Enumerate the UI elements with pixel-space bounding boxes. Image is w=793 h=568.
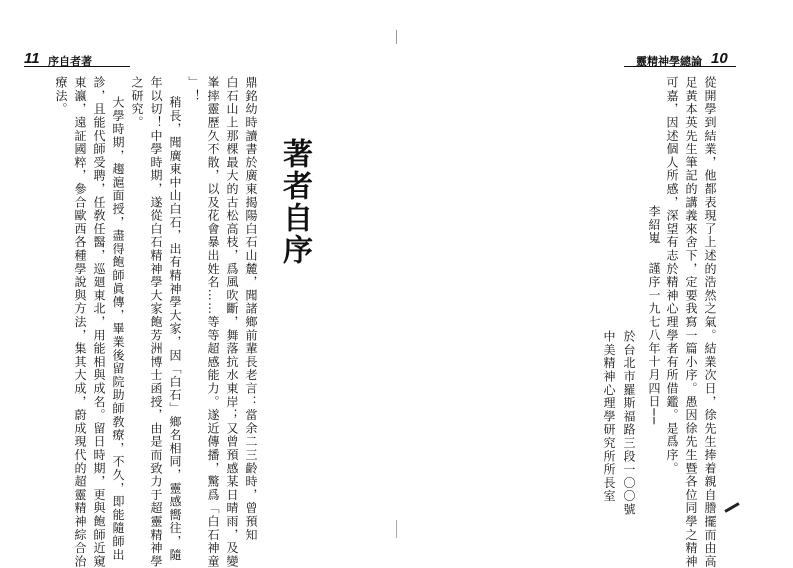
left-text-column-2: 白石山上那棵最大的古松高枝，爲風吹斷，舞落抗水東岸；又曾預感某日晴雨，及變	[225, 76, 239, 568]
left-text-column-7: 之研究。	[130, 76, 144, 130]
signature-location: 於台北市羅斯福路三段一〇〇號	[622, 330, 636, 517]
page-title: 著者自序	[277, 138, 312, 266]
signature-title: 中美精神心理學研究所所長室	[602, 330, 616, 503]
right-running-header: 靈精神學總論	[636, 55, 702, 68]
left-header-rule	[24, 66, 130, 67]
right-text-column-1: 從開學到結業，他都表現了上述的浩然之氣。結業次日，徐先生捧着親自謄擺而由高	[703, 76, 717, 568]
page-gutter	[396, 0, 398, 558]
left-page-number: 11	[24, 50, 40, 67]
left-text-column-9: 診，且能代師受聘，任敎任醫，巡廻東北，用能相與成名。留日時期，更與飽師近窺	[92, 76, 106, 568]
right-header-rule	[624, 66, 736, 67]
left-text-column-6: 年以切！中學時期，遂從白石精神學大家飽芳洲博士函授，由是而致力于超靈精神學	[149, 76, 163, 568]
signature-author: 李紹嵬	[647, 205, 661, 245]
left-text-column-10: 東瀛，遠証國粹，參合歐西各種學說與方法，集其大成，蔚成現代的超靈精神綜合治	[73, 76, 87, 568]
binding-edge-mark	[724, 502, 739, 513]
right-text-column-3: 可嘉，因述個人所感，深望有志於精神心理學者有所借鑑。是爲序。	[665, 76, 679, 475]
left-text-column-11: 療法。	[54, 76, 68, 116]
left-text-column-1: 鼎銘幼時讀書於廣東揭陽白石山麓，聞諸鄉前輩長老言：當余二三齡時，曾預知	[244, 76, 258, 542]
left-text-column-8: 大學時期，趨滬面授，盡得飽師眞傳，畢業後留院助師敎療，不久，即能隨師出	[111, 96, 125, 562]
right-page-number: 10	[711, 50, 728, 67]
right-text-column-2: 足黃本英先生筆記的講義來舍下，定要我寫一篇小序。愚因徐先生暨各位同學之精神	[684, 76, 698, 568]
left-text-column-5: 稍長，聞廣東中山白石，出有精神學大家，因「白石」鄉名相同，靈感嚮往，隨	[168, 96, 182, 562]
signature-date: 謹序一九七八年十月四日──	[647, 262, 661, 426]
left-running-header: 序自者著	[48, 55, 92, 68]
left-text-column-3: 峯摔靈歷久不散，以及花會暴出姓名……等等超感能力。遂近傳播，驚爲「白石神童	[206, 76, 220, 568]
left-text-column-4: 」！	[187, 76, 201, 103]
